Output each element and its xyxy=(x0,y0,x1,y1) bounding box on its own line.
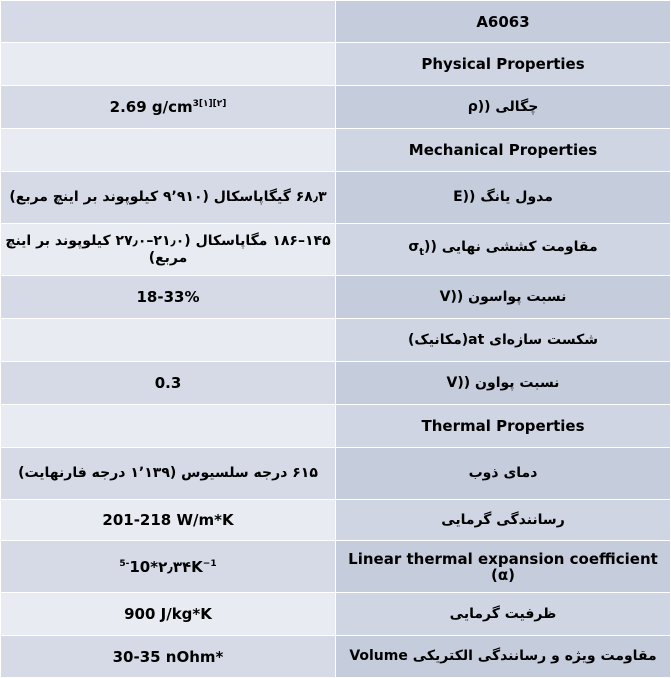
table-row xyxy=(1,172,671,224)
thermal-conductivity-value: 201-218 W/m*K xyxy=(1,500,336,541)
value-cell xyxy=(1,405,336,448)
tensile-strength-text: مقاومت کششی نهایی ((σ xyxy=(408,238,598,255)
table-row xyxy=(1,276,671,319)
thermal-expansion-label: Linear thermal expansion coefficient (α) xyxy=(336,541,671,593)
value-cell xyxy=(1,43,336,86)
alloy-name: A6063 xyxy=(336,1,671,43)
section-header-thermal: Thermal Properties xyxy=(336,405,671,448)
thermal-expansion-exponent: −1 xyxy=(202,558,217,569)
thermal-conductivity-label: رسانندگی گرمایی xyxy=(336,500,671,541)
value-cell xyxy=(1,129,336,172)
resistivity-value: 30-35 nOhm* xyxy=(1,636,336,678)
table-row xyxy=(1,86,671,129)
density-number: 2.69 g/cm xyxy=(109,98,193,116)
table-row xyxy=(1,405,671,448)
table-row xyxy=(1,448,671,500)
table-row xyxy=(1,224,671,276)
poisson-value: 0.3 xyxy=(1,362,336,405)
tensile-strength-subscript: t xyxy=(419,246,425,258)
section-header-physical: Physical Properties xyxy=(336,43,671,86)
table-row xyxy=(1,1,671,43)
table-row xyxy=(1,593,671,636)
density-value xyxy=(1,86,336,129)
resistivity-label: مقاومت ویژه و رسانندگی الکتریکی Volume xyxy=(336,636,671,678)
value-cell xyxy=(1,1,336,43)
thermal-expansion-number: 10*۲٫۳۴K xyxy=(129,557,203,576)
tensile-strength-value: ۱۴۵–۱۸۶ مگاپاسکال (۲۱٫۰–۲۷٫۰ کیلوپوند بر اینچ مربع) xyxy=(1,224,336,276)
thermal-expansion-value xyxy=(1,541,336,593)
table-row xyxy=(1,129,671,172)
value-cell xyxy=(1,319,336,362)
poisson-ratio-value: 18-33% xyxy=(1,276,336,319)
melting-point-value: ۶۱۵ درجه سلسیوس (۱٬۱۳۹ درجه فارنهایت) xyxy=(1,448,336,500)
poisson-label: نسبت پواون ((V xyxy=(336,362,671,405)
youngs-modulus-value: ۶۸٫۳ گیگاپاسکال (۹٬۹۱۰ کیلوپوند بر اینچ مربع) xyxy=(1,172,336,224)
heat-capacity-value: 900 J/kg*K xyxy=(1,593,336,636)
youngs-modulus-label: مدول یانگ ((E xyxy=(336,172,671,224)
melting-point-label: دمای ذوب xyxy=(336,448,671,500)
heat-capacity-label: ظرفیت گرمایی xyxy=(336,593,671,636)
table-row xyxy=(1,636,671,678)
thermal-expansion-pre: 5- xyxy=(119,558,130,569)
table-row xyxy=(1,500,671,541)
tensile-strength-label xyxy=(336,224,671,276)
section-header-mechanical: Mechanical Properties xyxy=(336,129,671,172)
table-row xyxy=(1,362,671,405)
density-label: چگالی ((ρ xyxy=(336,86,671,129)
fracture-label: شکست سازه‌ای at(مکانیک) xyxy=(336,319,671,362)
density-superscript: 3[۱][۲] xyxy=(192,99,227,109)
table-row xyxy=(1,43,671,86)
table-row xyxy=(1,319,671,362)
table-row xyxy=(1,541,671,593)
poisson-ratio-label: نسبت پواسون ((V xyxy=(336,276,671,319)
